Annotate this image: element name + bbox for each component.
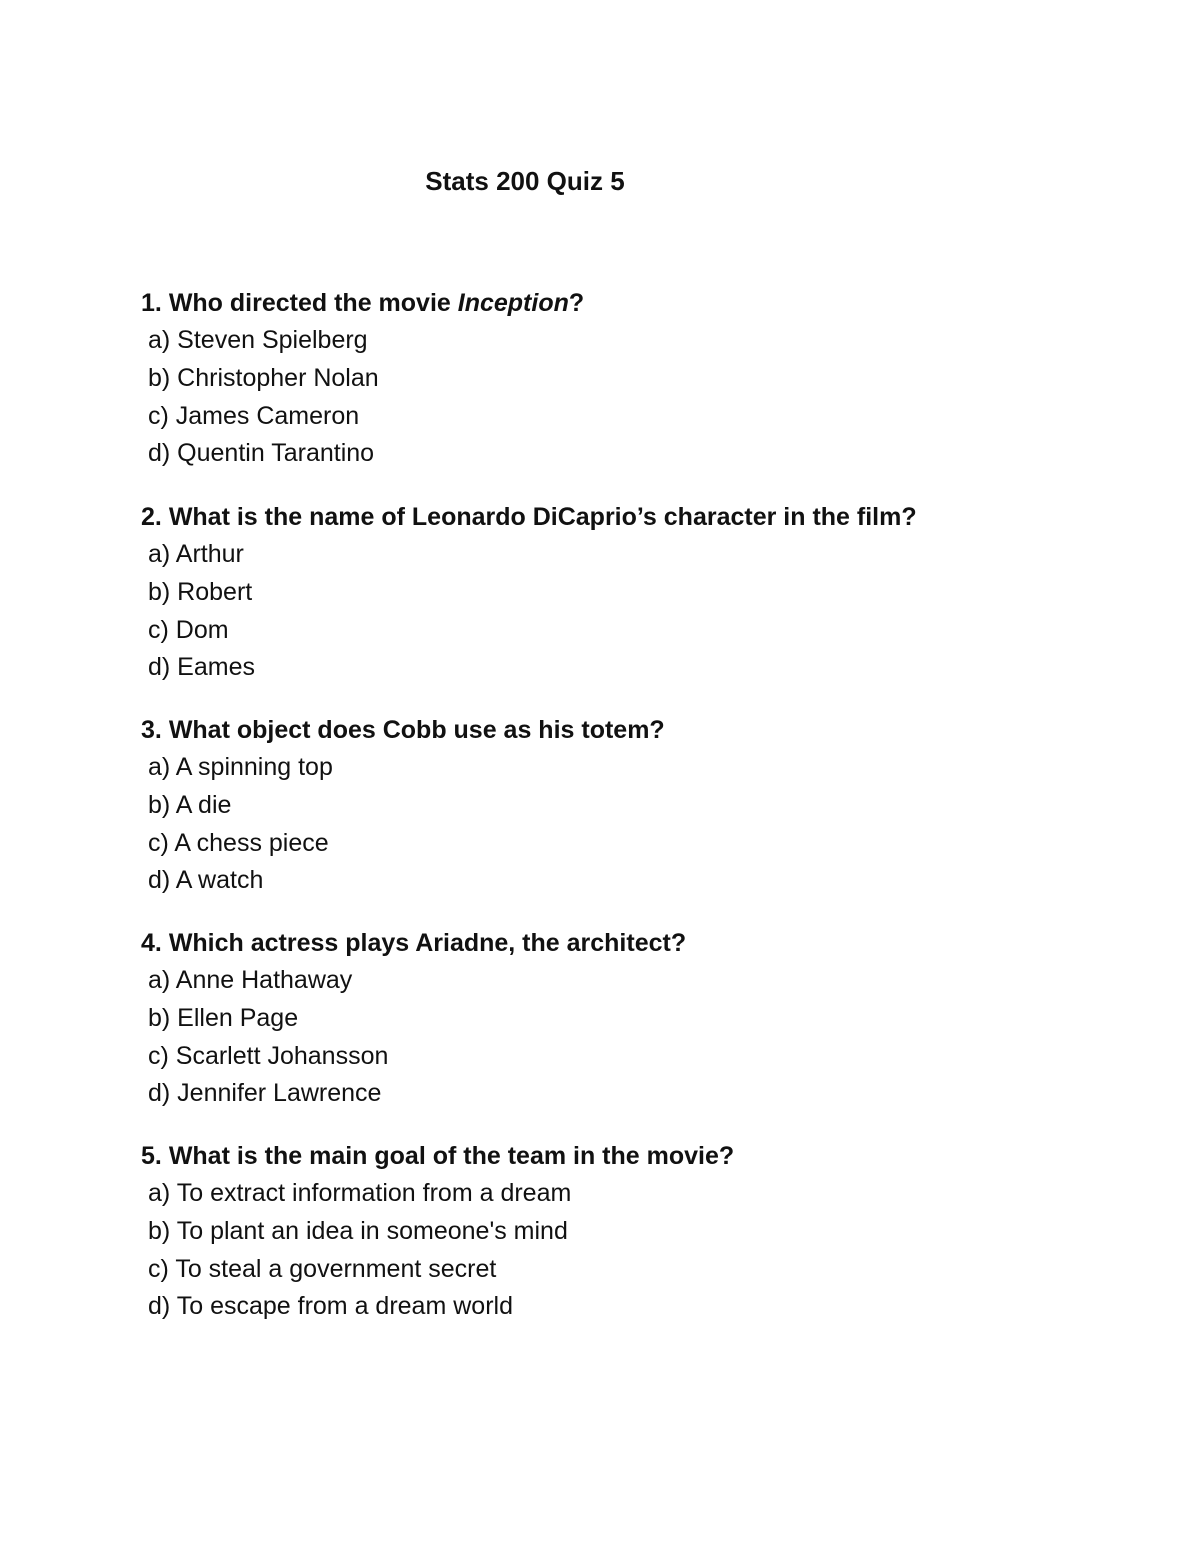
question-text-italic: Inception	[457, 289, 569, 317]
answer-options	[141, 322, 1141, 473]
question-text-main: What is the name of Leonardo DiCaprio’s character in the film?	[168, 503, 917, 531]
question-5	[141, 1137, 1141, 1326]
question-number: 4.	[141, 929, 162, 957]
answer-option-d: d) To escape from a dream world	[148, 1292, 513, 1321]
answer-option-b: b) Robert	[148, 577, 253, 606]
question-text	[141, 284, 1141, 322]
answer-option-b: b) Christopher Nolan	[148, 363, 379, 392]
answer-option-a: a) Anne Hathaway	[148, 966, 353, 994]
answer-option-c: c) Dom	[148, 615, 229, 644]
answer-option-a: a) Steven Spielberg	[148, 326, 368, 354]
answer-option-d: d) Jennifer Lawrence	[148, 1079, 382, 1108]
answer-option-b: b) To plant an idea in someone's mind	[148, 1216, 568, 1245]
question-text-main: What object does Cobb use as his totem?	[168, 716, 665, 744]
answer-options	[141, 962, 1141, 1113]
question-number: 1.	[141, 289, 162, 317]
question-text-main: What is the main goal of the team in the movie?	[168, 1142, 735, 1170]
answer-option-d: d) Eames	[148, 653, 255, 682]
question-number: 2.	[141, 503, 162, 531]
question-text-main: Who directed the movie	[168, 289, 458, 317]
question-1	[141, 284, 1141, 473]
page-title: Stats 200 Quiz 5	[425, 166, 625, 196]
answer-option-c: c) To steal a government secret	[148, 1254, 497, 1283]
question-3	[141, 711, 1141, 900]
question-text	[141, 498, 1141, 536]
question-text-end: ?	[568, 289, 585, 317]
answer-option-c: c) A chess piece	[148, 828, 329, 857]
answer-option-d: d) Quentin Tarantino	[148, 439, 375, 468]
answer-options	[141, 749, 1141, 900]
question-text	[141, 924, 1141, 962]
answer-option-a: a) To extract information from a dream	[148, 1179, 572, 1207]
answer-option-c: c) James Cameron	[148, 401, 360, 430]
answer-options	[141, 536, 1141, 687]
answer-option-a: a) Arthur	[148, 540, 244, 568]
question-2	[141, 498, 1141, 687]
answer-options	[141, 1175, 1141, 1326]
answer-option-d: d) A watch	[148, 866, 264, 895]
question-4	[141, 924, 1141, 1113]
answer-option-b: b) Ellen Page	[148, 1003, 299, 1032]
answer-option-b: b) A die	[148, 790, 232, 819]
question-text-main: Which actress plays Ariadne, the architect?	[168, 929, 687, 957]
answer-option-a: a) A spinning top	[148, 753, 333, 781]
question-text	[141, 1137, 1141, 1175]
question-text	[141, 711, 1141, 749]
question-number: 5.	[141, 1142, 162, 1170]
answer-option-c: c) Scarlett Johansson	[148, 1041, 389, 1070]
question-number: 3.	[141, 716, 162, 744]
